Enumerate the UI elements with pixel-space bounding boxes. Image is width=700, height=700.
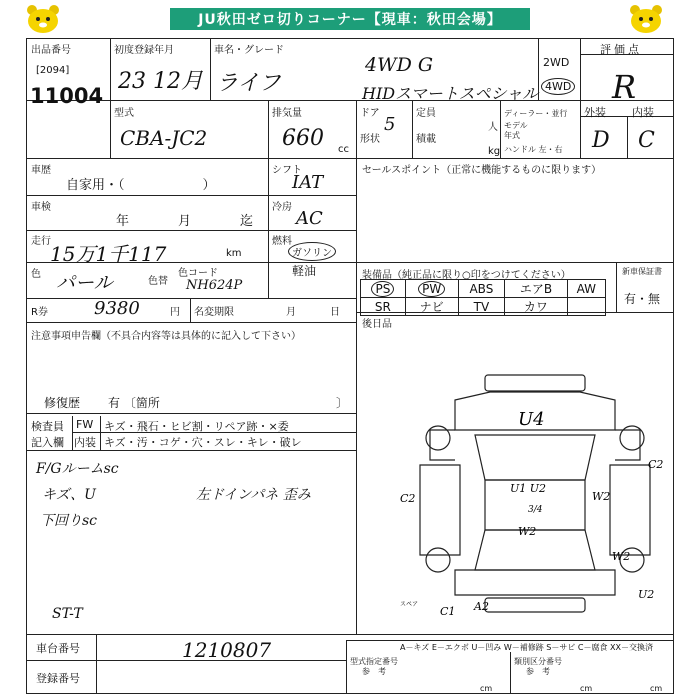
registration-label: 登録番号: [36, 672, 80, 685]
title-change-month: 月: [286, 307, 296, 318]
header-bar: [0, 0, 700, 40]
inspector-note-right: 左ドインパネ 歪み: [196, 487, 311, 503]
equip-abs: ABS: [458, 280, 505, 298]
shaken-year: 年: [116, 214, 130, 229]
load-unit: kg: [488, 146, 501, 157]
car-damage-diagram: [400, 370, 670, 620]
model-year-label2: 年式: [504, 131, 520, 140]
designation-sub: 参 考: [362, 667, 386, 676]
sales-point-label: セールスポイント（正常に機能するものに限ります）: [362, 165, 602, 176]
dealer-label: ディーラー・並行: [504, 109, 568, 118]
model-label: 型式: [114, 108, 134, 119]
lot-number-label: 出品番号: [31, 45, 71, 56]
recycle-label: R券: [31, 307, 48, 318]
mark-u2: U2: [638, 588, 655, 601]
exterior-label: 外装: [584, 106, 606, 119]
history-value: 自家用・（ ）: [66, 178, 216, 193]
shaken-until: 迄: [240, 214, 254, 229]
first-registration-value: 23 12月: [118, 69, 203, 94]
car-name-value: ライフ: [216, 71, 281, 96]
equipment-table: [360, 279, 606, 316]
door-label: ドア: [360, 108, 380, 119]
repair-close-bracket: 〕: [336, 396, 349, 410]
mark-w2-right: W2: [592, 490, 611, 503]
inspector-note-2: キズ、U: [42, 487, 96, 503]
shape-label: 形状: [360, 134, 380, 145]
repair-history-label: 修復歴: [44, 396, 81, 410]
title-change-label: 名変期限: [194, 307, 234, 318]
history-label: 車歴: [31, 165, 51, 176]
dims-unit-1: cm: [480, 684, 493, 693]
mileage-unit: km: [226, 248, 242, 259]
page-title: JU秋田ゼロ切りコーナー【現車：秋田会場】: [170, 8, 530, 30]
equip-airbag: エアB: [505, 280, 567, 298]
equip-leather: カワ: [505, 298, 567, 316]
inspector-row1: キズ・飛石・ヒビ割・リペア跡・×委: [104, 420, 289, 433]
shift-value: IAT: [292, 172, 324, 193]
dims-unit-2: cm: [580, 684, 593, 693]
designation-label: 型式指定番号: [350, 657, 398, 666]
recycle-unit: 円: [170, 307, 180, 318]
mascot-bear-icon: [628, 4, 664, 34]
drive-2wd: 2WD: [543, 56, 570, 69]
inspector-note-3: 下回りsc: [40, 513, 98, 529]
inspector-label2: 記入欄: [31, 436, 64, 449]
mark-c1: C1: [440, 605, 456, 618]
first-registration-label: 初度登録年月: [114, 45, 174, 56]
grade-line1: 4WD G: [365, 54, 434, 76]
fuel-label: 燃料: [272, 236, 292, 247]
shaken-label: 車検: [31, 202, 51, 213]
mark-u4: U4: [518, 409, 545, 430]
fuel-diesel: 軽油: [292, 264, 317, 278]
equip-pw: PW: [405, 280, 458, 298]
new-car-warranty-label: 新車保証書: [622, 267, 662, 276]
capacity-label: 定員: [416, 108, 436, 119]
category-label: 類別区分番号: [514, 657, 562, 666]
recycle-value: 9380: [94, 298, 140, 319]
spare-label: スペア: [400, 601, 419, 608]
interior-grade: C: [638, 128, 655, 153]
mark-c2-right: C2: [648, 458, 664, 471]
mark-a2: A2: [474, 600, 489, 613]
chassis-label: 車台番号: [36, 642, 80, 655]
equip-empty: [567, 298, 605, 316]
mark-w2-center: W2: [518, 525, 537, 538]
equipment-label: 装備品（純正品に限り○印をつけてください）: [362, 270, 571, 281]
load-label: 積載: [416, 134, 436, 145]
lot-number: 11004: [30, 84, 104, 108]
fuel-gasoline-circled: ガソリン: [288, 242, 336, 261]
door-value: 5: [384, 114, 396, 135]
color-exchange-label: 色替: [148, 276, 168, 287]
stamp-code: ST-T: [52, 606, 83, 622]
title-change-day: 日: [330, 307, 340, 318]
displacement-value: 660: [282, 126, 324, 151]
color-value: パール: [56, 272, 113, 294]
car-name-label: 車名・グレード: [214, 45, 284, 56]
grade-score: R: [612, 68, 637, 106]
mileage-value: 15万1千117: [50, 242, 167, 266]
handle-label: ハンドル 左・右: [504, 145, 563, 154]
shaken-month: 月: [178, 214, 192, 229]
inspector-row1-head: FW: [76, 418, 94, 431]
displacement-label: 排気量: [272, 108, 302, 119]
shift-label: シフト: [272, 165, 302, 176]
exterior-grade: D: [592, 128, 610, 153]
notes-label: 注意事項申告欄（不具合内容等は具体的に記入して下さい）: [31, 331, 301, 342]
inspector-note-1: F/Gルームsc: [36, 461, 119, 477]
equip-aw: AW: [567, 280, 605, 298]
mark-c2-left: C2: [400, 492, 416, 505]
mark-3-4: 3/4: [528, 505, 543, 515]
displacement-unit: cc: [338, 144, 349, 155]
mascot-bear-icon: [25, 4, 61, 34]
equip-sr: SR: [361, 298, 406, 316]
ac-value: AC: [296, 208, 323, 229]
inspector-label1: 検査員: [31, 420, 64, 433]
mark-u1-u2: U1 U2: [510, 482, 547, 495]
category-sub: 参 考: [526, 667, 550, 676]
ac-label: 冷房: [272, 202, 292, 213]
color-code-label: 色コード: [178, 268, 218, 279]
equip-ps: PS: [361, 280, 406, 298]
inspector-row2: キズ・汚・コゲ・穴・スレ・キレ・破レ: [104, 436, 302, 449]
drive-4wd-circled: 4WD: [541, 78, 575, 95]
model-year-label1: モデル: [504, 121, 528, 130]
color-label: 色: [31, 269, 41, 280]
color-code-value: NH624P: [186, 278, 243, 293]
dims-unit-3: cm: [650, 684, 663, 693]
new-car-warranty-value: 有・無: [624, 292, 661, 306]
capacity-unit: 人: [488, 122, 498, 133]
interior-label: 内装: [632, 106, 654, 119]
grade-line2: HIDスマートスペシャル: [362, 84, 539, 103]
model-value: CBA-JC2: [120, 126, 208, 150]
chassis-value: 1210807: [182, 638, 272, 662]
after-fit-label: 後日品: [362, 319, 392, 330]
equip-tv: TV: [458, 298, 505, 316]
mileage-label: 走行: [31, 236, 51, 247]
mark-w2-lower: W2: [612, 550, 631, 563]
inspector-row2-head: 内装: [74, 436, 96, 449]
equip-navi: ナビ: [405, 298, 458, 316]
repair-history-value: 有 〔箇所: [108, 396, 160, 410]
grade-label: 評価点: [600, 43, 642, 56]
damage-legend: A－キズ E－エクボ U－凹み W－補修跡 S－サビ C－腐食 XX－交換済: [400, 643, 654, 652]
lot-sub-number: [2094]: [36, 65, 70, 76]
